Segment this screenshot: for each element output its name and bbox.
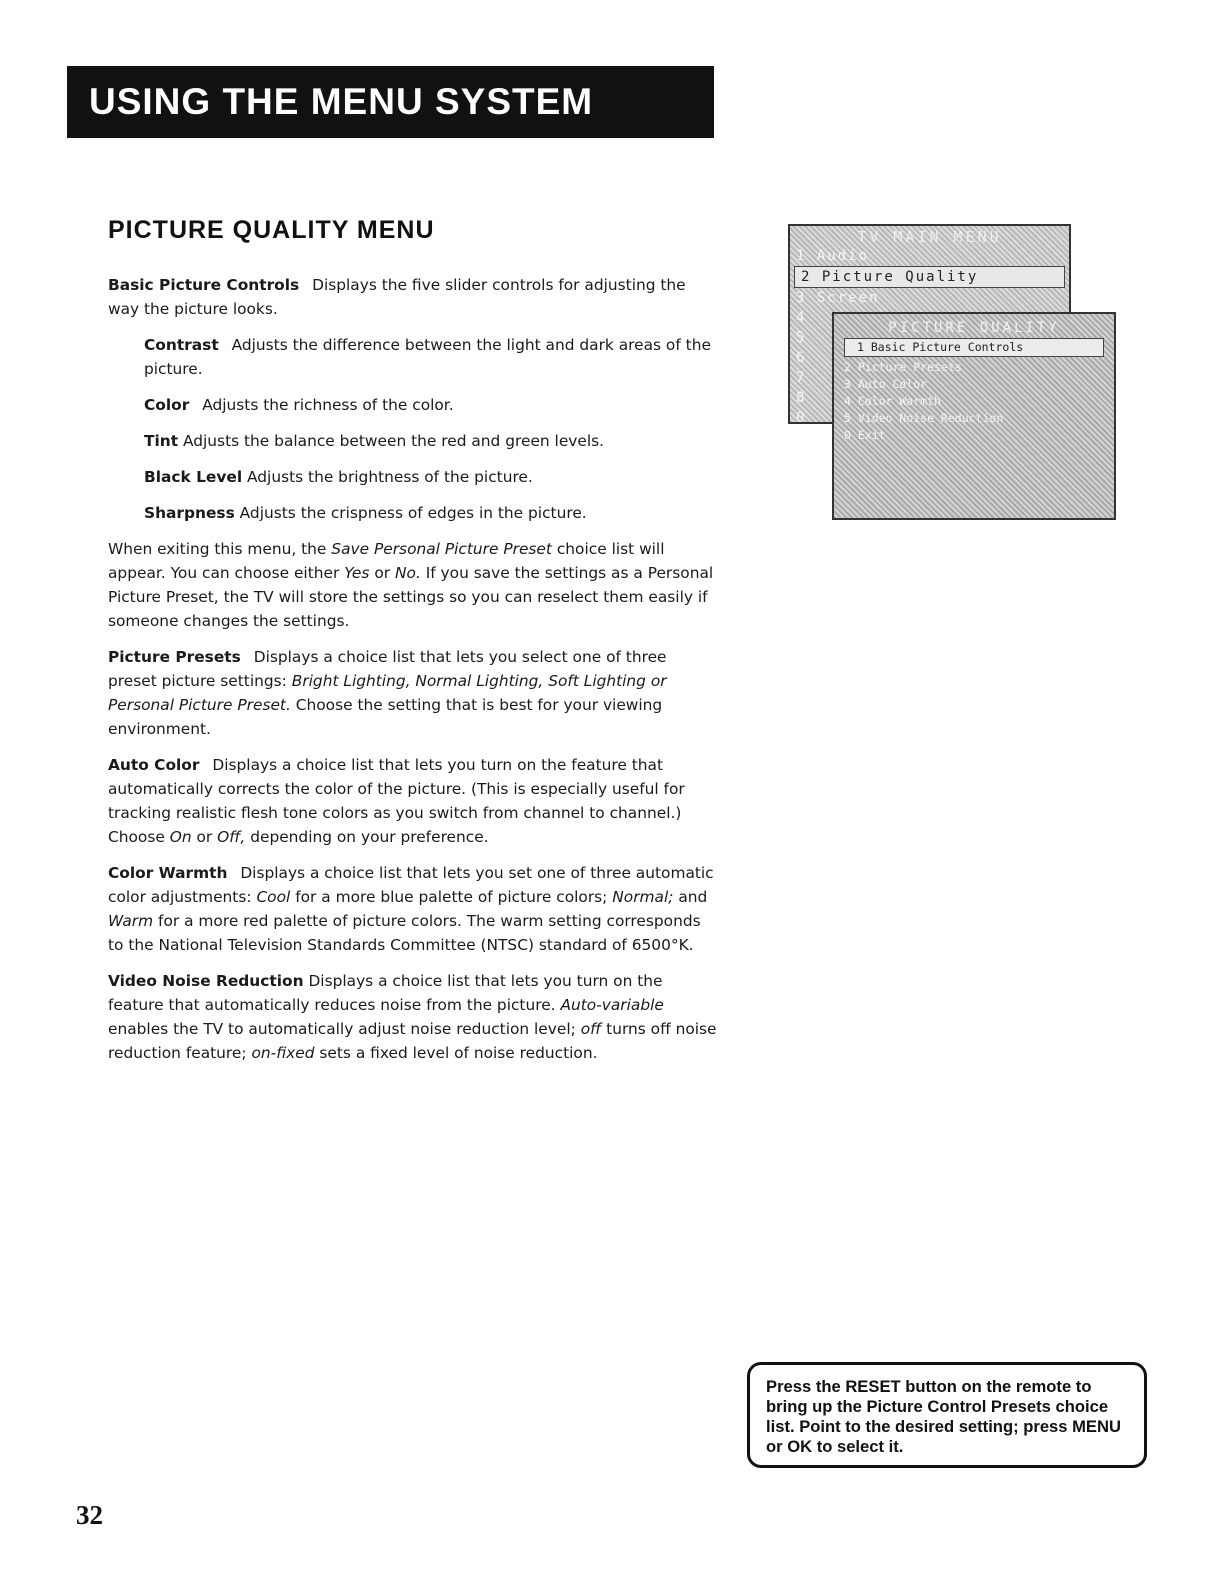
warmth-italic-warm: Warm bbox=[108, 912, 154, 930]
presets-text-2: Choose the setting that is best for your viewing environment. bbox=[108, 696, 663, 738]
noise-italic-auto-variable: Auto-variable bbox=[560, 996, 664, 1014]
main-menu-item: 5 bbox=[796, 330, 807, 346]
submenu-item: 0 Exit bbox=[844, 428, 886, 442]
noise-italic-off: off bbox=[580, 1020, 602, 1038]
term-video-noise-reduction: Video Noise Reduction bbox=[108, 972, 304, 990]
autocolor-text-2: or bbox=[196, 828, 213, 846]
submenu-item-selected: 1 Basic Picture Controls bbox=[844, 338, 1104, 357]
autocolor-italic-off: Off, bbox=[217, 828, 246, 846]
contrast-para bbox=[144, 333, 718, 381]
warmth-text-4: for a more red palette of picture colors. The warm setting corresponds to the National Television Standards Committee (NTSC) standard of 6500°K. bbox=[108, 912, 701, 954]
tv-main-menu-title: TV MAIN MENU bbox=[857, 228, 1002, 246]
main-menu-item-selected: 2 Picture Quality bbox=[794, 266, 1065, 288]
warmth-italic-normal: Normal; bbox=[612, 888, 674, 906]
submenu-item: 2 Picture Presets bbox=[844, 360, 962, 374]
term-auto-color: Auto Color bbox=[108, 756, 200, 774]
black-level-para bbox=[144, 465, 718, 489]
desc-tint: Adjusts the balance between the red and green levels. bbox=[183, 432, 605, 450]
exit-text-2: choice list will appear. You can choose either bbox=[108, 540, 665, 582]
warmth-text-1: Displays a choice list that lets you set one of three automatic color adjustments: bbox=[108, 864, 714, 906]
picture-quality-submenu bbox=[832, 312, 1116, 520]
warmth-italic-cool: Cool bbox=[256, 888, 291, 906]
term-tint: Tint bbox=[144, 432, 179, 450]
main-menu-item: 0 bbox=[796, 410, 807, 426]
main-menu-item: 1 Audio bbox=[796, 248, 870, 264]
desc-color: Adjusts the richness of the color. bbox=[202, 396, 454, 414]
tint-para bbox=[144, 429, 718, 453]
desc-contrast: Adjusts the difference between the light and dark areas of the picture. bbox=[144, 336, 711, 378]
term-black-level: Black Level bbox=[144, 468, 243, 486]
main-menu-item: 6 bbox=[796, 350, 807, 366]
presets-text-1: Displays a choice list that lets you select one of three preset picture settings: bbox=[108, 648, 667, 690]
main-menu-item: 3 Screen bbox=[796, 290, 880, 306]
desc-basic-picture-controls: Displays the five slider controls for adjusting the way the picture looks. bbox=[108, 276, 686, 318]
exit-italic-yes: Yes bbox=[344, 564, 370, 582]
main-menu-item: 4 bbox=[796, 310, 807, 326]
term-contrast: Contrast bbox=[144, 336, 219, 354]
exit-text-1: When exiting this menu, the bbox=[108, 540, 327, 558]
tv-menu-screenshot bbox=[788, 224, 1118, 520]
submenu-title: PICTURE QUALITY bbox=[888, 320, 1060, 336]
autocolor-italic-on: On bbox=[169, 828, 192, 846]
sharpness-para bbox=[144, 501, 718, 525]
submenu-item: 4 Color Warmth bbox=[844, 394, 941, 408]
exit-italic-no: No. bbox=[394, 564, 421, 582]
main-menu-item: 7 bbox=[796, 370, 807, 386]
term-picture-presets: Picture Presets bbox=[108, 648, 241, 666]
submenu-item: 3 Auto Color bbox=[844, 377, 928, 391]
exit-para bbox=[108, 537, 718, 633]
basic-picture-controls-para bbox=[108, 273, 718, 321]
term-color-warmth: Color Warmth bbox=[108, 864, 228, 882]
page-number: 32 bbox=[76, 1500, 103, 1530]
noise-text-4: sets a fixed level of noise reduction. bbox=[319, 1044, 598, 1062]
autocolor-text-3: depending on your preference. bbox=[250, 828, 489, 846]
warmth-text-3: and bbox=[678, 888, 708, 906]
presets-italic-options: Bright Lighting, Normal Lighting, Soft Lighting or Personal Picture Preset. bbox=[108, 672, 667, 714]
auto-color-para bbox=[108, 753, 718, 849]
picture-presets-para bbox=[108, 645, 718, 741]
color-warmth-para bbox=[108, 861, 718, 957]
color-para bbox=[144, 393, 718, 417]
main-menu-item: 8 bbox=[796, 390, 807, 406]
autocolor-text-1: Displays a choice list that lets you turn on the feature that automatically corrects the color of the picture. (This is especially useful for tracking realistic flesh tone colors as you switch from channel to channel.) Choose bbox=[108, 756, 685, 846]
noise-italic-on-fixed: on-fixed bbox=[251, 1044, 315, 1062]
noise-text-2: enables the TV to automatically adjust noise reduction level; bbox=[108, 1020, 576, 1038]
section-title: PICTURE QUALITY MENU bbox=[108, 216, 435, 244]
tip-callout: Press the RESET button on the remote to bring up the Picture Control Presets choice list. Point to the desired setting; press MENU or OK to select it. bbox=[747, 1362, 1147, 1468]
submenu-item: 5 Video Noise Reduction bbox=[844, 411, 1004, 425]
desc-black-level: Adjusts the brightness of the picture. bbox=[247, 468, 533, 486]
chapter-banner: USING THE MENU SYSTEM bbox=[67, 66, 714, 138]
exit-italic-preset: Save Personal Picture Preset bbox=[331, 540, 552, 558]
desc-sharpness: Adjusts the crispness of edges in the picture. bbox=[239, 504, 587, 522]
exit-text-4: If you save the settings as a Personal Picture Preset, the TV will store the settings so you can reselect them easily if someone changes the settings. bbox=[108, 564, 714, 630]
warmth-text-2: for a more blue palette of picture colors; bbox=[295, 888, 608, 906]
exit-text-3: or bbox=[374, 564, 391, 582]
term-sharpness: Sharpness bbox=[144, 504, 235, 522]
term-color: Color bbox=[144, 396, 190, 414]
video-noise-reduction-para bbox=[108, 969, 718, 1065]
noise-text-3: turns off noise reduction feature; bbox=[108, 1020, 717, 1062]
term-basic-picture-controls: Basic Picture Controls bbox=[108, 276, 300, 294]
main-text bbox=[108, 273, 718, 1077]
noise-text-1: Displays a choice list that lets you turn on the feature that automatically reduces noise from the picture. bbox=[108, 972, 663, 1014]
